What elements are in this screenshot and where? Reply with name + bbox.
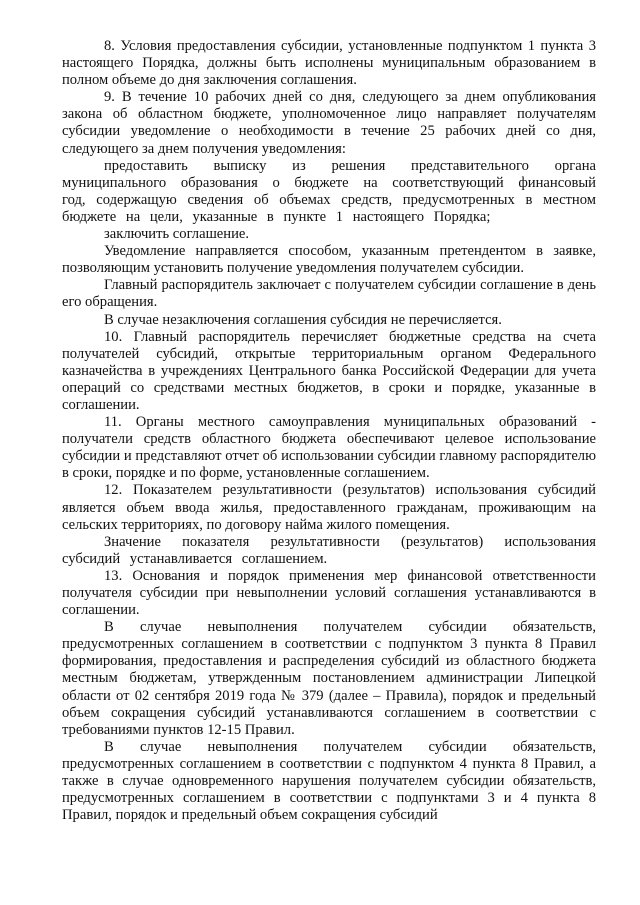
paragraph-notification-method: Уведомление направляется способом, указанным претендентом в заявке, позволяющим установить получение уведомления получателем субсидии. xyxy=(62,243,596,277)
paragraph-item-13: 13. Основания и порядок применения мер финансовой ответственности получателя субсидии при невыполнении условий соглашения устанавливаются в соглашении. xyxy=(62,567,596,619)
paragraph-conclude-agreement: заключить соглашение. xyxy=(104,226,250,243)
paragraph-indicator-value: Значение показателя результативности (результатов) использования субсидий устанавливается соглашением. xyxy=(62,533,596,567)
paragraph-item-8: 8. Условия предоставления субсидии, установленные подпунктом 1 пункта 3 настоящего Порядка, должны быть исполнены муниципальным образованием в полном объеме до дня заключения соглашения. xyxy=(62,38,596,89)
paragraph-no-transfer: В случае незаключения соглашения субсидия не перечисляется. xyxy=(104,311,502,328)
paragraph-case-subpoint-4: В случае невыполнения получателем субсидии обязательств, предусмотренных соглашением в соответствии с подпунктом 4 пункта 8 Правил, а также в случае одновременного нарушения получателем субсидии обязательств, предусмотренных соглашением в соответствии с подпунктами 3 и 4 пункта 8 Правил, порядок и предельный объем сокращения субсидий xyxy=(62,738,596,824)
document-page xyxy=(62,38,596,824)
paragraph-item-10: 10. Главный распорядитель перечисляет бюджетные средства на счета получателей субсидий, открытые территориальным органом Федерального казначейства в учреждениях Центрального банка Российской Федерации для учета операций со средствами местных бюджетов, в сроки и порядке, указанные в соглашении. xyxy=(62,328,596,413)
paragraph-item-9: 9. В течение 10 рабочих дней со дня, следующего за днем опубликования закона об областном бюджете, уполномоченное лицо направляет получателям субсидии уведомление о необходимости в течение 25 рабочих дней со дня, следующего за днем получения уведомления: xyxy=(62,89,596,157)
paragraph-agreement-day: Главный распорядитель заключает с получателем субсидии соглашение в день его обращения. xyxy=(62,277,596,311)
paragraph-provide-extract: предоставить выписку из решения представительного органа муниципального образования о бюджете на соответствующий финансовый год, содержащую сведения об объемах средств, предусмотренных в местном бюджете на цели, указанные в пункте 1 настоящего Порядка; xyxy=(62,157,596,225)
paragraph-item-11: 11. Органы местного самоуправления муниципальных образований - получатели средств областного бюджета обеспечивают целевое использование субсидии и представляют отчет об использовании субсидии главному распорядителю в сроки, порядке и по форме, установленные соглашением. xyxy=(62,414,596,482)
paragraph-item-12: 12. Показателем результативности (результатов) использования субсидий является объем ввода жилья, предоставленного гражданам, проживающим на сельских территориях, по договору найма жилого помещения. xyxy=(62,482,596,533)
paragraph-case-subpoint-3: В случае невыполнения получателем субсидии обязательств, предусмотренных соглашением в соответствии с подпунктом 3 пункта 8 Правил формирования, предоставления и распределения субсидий из областного бюджета местным бюджетам, утвержденным постановлением администрации Липецкой области от 02 сентября 2019 года № 379 (далее – Правила), порядок и предельный объем сокращения субсидий устанавливаются соглашением в соответствии с требованиями пунктов 12-15 Правил. xyxy=(62,619,596,738)
